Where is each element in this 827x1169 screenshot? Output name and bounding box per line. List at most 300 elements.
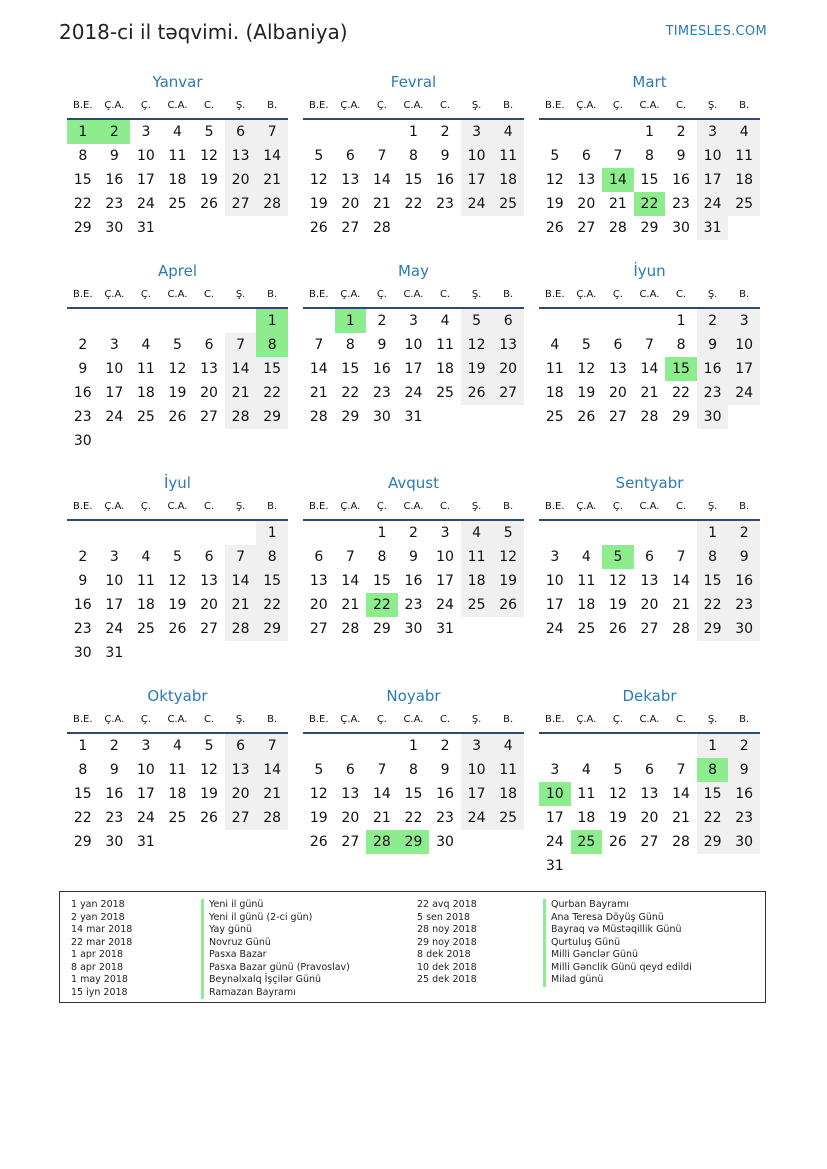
legend-holiday-name: Pasxa Bazar [201,949,350,962]
month-calendar [539,684,760,878]
empty-cell [162,309,194,333]
day-cell: 22 [697,593,729,617]
holiday-day-cell: 2 [99,120,131,144]
day-cell: 21 [372,196,391,212]
empty-cell [634,734,666,758]
day-cell: 3 [440,525,450,541]
month-calendar [303,684,524,854]
day-cell: 25 [168,196,187,212]
day-cell: 18 [436,361,454,377]
day-cell: 17 [461,782,493,806]
empty-cell [303,309,335,333]
day-cell: 22 [256,593,288,617]
day-cell: 26 [608,834,627,850]
weekday-label: Ç. [612,289,623,300]
weekday-label: B.E. [309,289,329,300]
day-cell: 12 [200,762,218,778]
day-cell: 30 [105,220,124,236]
day-cell: 6 [492,309,524,333]
day-cell: 10 [136,762,155,778]
day-cell: 18 [461,569,493,593]
day-grid [303,309,524,429]
empty-cell [665,734,697,758]
day-cell: 27 [492,381,524,405]
legend-date: 2 yan 2018 [71,911,125,923]
legend-holiday-name: Qurban Bayramı [543,899,692,912]
day-cell: 5 [173,549,182,565]
day-cell: 23 [436,196,454,212]
weekday-header [539,283,760,309]
month-calendar [67,70,288,240]
day-cell: 7 [256,734,288,758]
month-title: Aprel [157,262,198,280]
day-cell: 1 [409,738,418,754]
day-cell: 29 [256,405,288,429]
empty-cell [539,120,571,144]
day-cell: 16 [73,597,92,613]
day-cell: 27 [608,409,627,425]
day-cell: 31 [404,409,423,425]
day-cell: 23 [105,196,124,212]
day-cell: 5 [314,762,324,778]
day-cell: 13 [309,573,328,589]
weekday-label: Ç.A. [340,714,361,725]
day-cell: 19 [200,172,218,188]
empty-cell [303,734,335,758]
day-cell: 15 [372,573,391,589]
day-cell: 14 [256,758,288,782]
month-calendar [67,259,288,453]
day-cell: 16 [372,361,391,377]
holiday-day-cell: 25 [571,830,603,854]
day-cell: 24 [105,621,124,637]
day-cell: 13 [200,361,218,377]
day-cell: 20 [225,782,257,806]
day-cell: 24 [461,192,493,216]
empty-cell [99,309,131,333]
empty-cell [634,309,666,333]
brand-link[interactable]: TIMESLES.COM [665,24,767,39]
month-calendar [303,70,524,240]
weekday-label: Ç. [376,501,387,512]
day-cell: 11 [728,144,760,168]
day-cell: 4 [141,337,151,353]
day-cell: 11 [168,762,187,778]
day-cell: 12 [309,786,328,802]
legend-left-names [201,899,350,999]
weekday-header [303,495,524,521]
empty-cell [602,309,634,333]
day-cell: 18 [728,168,760,192]
day-cell: 3 [409,313,418,329]
day-cell: 14 [341,573,360,589]
weekday-label: Ç. [376,100,387,111]
day-cell: 2 [78,337,88,353]
day-cell: 23 [697,381,729,405]
day-cell: 26 [168,409,187,425]
day-cell: 18 [136,597,155,613]
weekday-label: Ş. [471,289,482,300]
day-cell: 26 [577,409,596,425]
day-cell: 26 [545,220,564,236]
month-title: İyun [633,262,666,280]
day-cell: 5 [613,762,623,778]
page-title: 2018-ci il təqvimi. (Albaniya) [59,20,348,44]
day-cell: 11 [545,361,564,377]
day-cell: 29 [697,617,729,641]
month-title: Mart [632,73,667,91]
months-grid [67,70,760,880]
weekday-label: C. [203,714,215,725]
day-cell: 27 [640,834,659,850]
day-cell: 13 [640,786,659,802]
day-cell: 13 [608,361,627,377]
weekday-label: C. [439,289,451,300]
weekday-label: Ç.A. [104,289,125,300]
day-cell: 8 [645,148,654,164]
day-cell: 10 [136,148,155,164]
weekday-label: Ç. [612,100,623,111]
day-cell: 1 [645,124,654,140]
day-cell: 23 [436,810,454,826]
empty-cell [539,521,571,545]
weekday-label: Ş. [235,289,246,300]
day-cell: 20 [200,385,218,401]
day-cell: 8 [676,337,686,353]
weekday-header [67,495,288,521]
day-cell: 28 [225,405,257,429]
day-cell: 25 [136,409,155,425]
day-cell: 23 [728,806,760,830]
day-cell: 25 [461,593,493,617]
day-cell: 6 [345,762,355,778]
day-cell: 27 [577,220,596,236]
weekday-header [67,283,288,309]
weekday-label: Ç. [376,714,387,725]
day-cell: 17 [136,786,155,802]
weekday-label: C.A. [167,100,188,111]
legend-right-names [543,899,692,987]
weekday-label: B. [267,100,278,111]
day-cell: 10 [697,144,729,168]
weekday-label: C. [439,714,451,725]
day-cell: 27 [341,220,360,236]
day-cell: 6 [345,148,355,164]
day-cell: 23 [73,621,92,637]
day-cell: 14 [672,573,690,589]
day-cell: 22 [404,196,423,212]
day-cell: 4 [141,549,151,565]
day-cell: 9 [78,361,88,377]
weekday-label: Ş. [471,100,482,111]
day-cell: 31 [105,645,124,661]
weekday-label: C. [203,501,215,512]
day-cell: 4 [550,337,560,353]
day-cell: 2 [697,309,729,333]
day-grid [539,309,760,429]
day-cell: 27 [309,621,328,637]
weekday-label: B. [267,714,278,725]
weekday-label: Ş. [235,501,246,512]
day-cell: 5 [204,738,214,754]
empty-cell [303,521,335,545]
day-cell: 1 [377,525,387,541]
day-cell: 17 [136,172,155,188]
day-cell: 20 [640,810,659,826]
day-cell: 23 [728,593,760,617]
day-cell: 26 [492,593,524,617]
day-cell: 12 [461,333,493,357]
day-cell: 2 [728,734,760,758]
day-cell: 17 [105,597,124,613]
month-title: Noyabr [386,687,441,705]
day-cell: 28 [341,621,360,637]
holiday-legend [59,891,766,1003]
day-cell: 27 [200,621,218,637]
day-cell: 8 [697,545,729,569]
day-cell: 30 [73,645,92,661]
day-cell: 16 [404,573,423,589]
day-cell: 15 [256,357,288,381]
day-cell: 21 [640,385,659,401]
weekday-label: Ş. [235,714,246,725]
weekday-header [303,708,524,734]
day-cell: 22 [73,196,92,212]
day-cell: 19 [577,385,596,401]
legend-date: 25 dek 2018 [417,974,477,985]
day-cell: 16 [105,786,124,802]
empty-cell [130,309,162,333]
day-cell: 4 [440,313,450,329]
empty-cell [99,521,131,545]
empty-cell [571,521,603,545]
day-cell: 21 [225,593,257,617]
day-cell: 16 [436,786,454,802]
day-cell: 18 [492,168,524,192]
weekday-header [539,94,760,120]
day-cell: 31 [436,621,454,637]
day-cell: 9 [676,148,686,164]
day-cell: 6 [225,120,257,144]
day-cell: 15 [73,172,92,188]
weekday-label: B.E. [73,289,93,300]
weekday-label: C.A. [403,714,424,725]
legend-date: 1 yan 2018 [71,899,125,910]
month-title: Avqust [388,474,439,492]
day-cell: 25 [436,385,454,401]
day-cell: 20 [341,810,360,826]
day-cell: 15 [697,569,729,593]
weekday-label: C.A. [403,289,424,300]
day-cell: 5 [204,124,214,140]
legend-date: 14 mar 2018 [71,924,133,935]
day-cell: 27 [225,192,257,216]
day-cell: 23 [372,385,391,401]
day-cell: 14 [225,357,257,381]
day-cell: 25 [492,806,524,830]
day-cell: 1 [409,124,418,140]
day-cell: 17 [545,810,564,826]
legend-holiday-name: Novruz Günü [201,937,350,950]
empty-cell [335,521,367,545]
legend-date: 15 iyn 2018 [71,986,128,998]
day-cell: 14 [309,361,328,377]
weekday-label: C.A. [639,289,660,300]
day-cell: 12 [608,786,627,802]
weekday-label: C. [439,501,451,512]
weekday-label: Ç.A. [576,714,597,725]
weekday-label: Ç.A. [104,100,125,111]
day-cell: 4 [173,738,182,754]
day-cell: 8 [78,762,88,778]
day-cell: 4 [492,120,524,144]
day-cell: 29 [672,409,690,425]
day-cell: 30 [697,405,729,429]
day-cell: 12 [168,573,187,589]
day-cell: 11 [492,144,524,168]
day-cell: 31 [136,834,155,850]
empty-cell [539,309,571,333]
day-cell: 21 [341,597,360,613]
day-cell: 14 [225,569,257,593]
month-calendar [539,471,760,641]
day-cell: 19 [545,196,564,212]
day-cell: 3 [461,734,493,758]
day-cell: 10 [545,573,564,589]
day-cell: 6 [613,337,623,353]
weekday-label: C.A. [167,289,188,300]
day-cell: 28 [672,834,690,850]
day-cell: 27 [341,834,360,850]
day-cell: 14 [672,786,690,802]
legend-holiday-name: Yeni il günü (2-ci gün) [201,912,350,925]
day-cell: 3 [728,309,760,333]
day-cell: 2 [440,738,450,754]
weekday-label: B. [739,501,750,512]
day-grid [67,521,288,665]
day-cell: 14 [372,172,391,188]
day-cell: 1 [78,738,88,754]
holiday-day-cell: 8 [697,758,729,782]
weekday-label: Ç.A. [340,100,361,111]
day-cell: 11 [436,337,454,353]
month-calendar [539,259,760,429]
day-cell: 8 [377,549,387,565]
day-cell: 11 [136,361,155,377]
weekday-label: Ç. [140,501,151,512]
day-cell: 9 [109,148,119,164]
day-cell: 23 [73,409,92,425]
weekday-label: B.E. [309,714,329,725]
day-cell: 28 [672,621,690,637]
day-cell: 6 [204,549,214,565]
day-cell: 20 [492,357,524,381]
day-cell: 12 [200,148,218,164]
weekday-label: B. [503,714,514,725]
day-cell: 13 [640,573,659,589]
weekday-header [67,708,288,734]
empty-cell [162,521,194,545]
day-cell: 20 [225,168,257,192]
legend-date: 22 avq 2018 [417,899,477,910]
empty-cell [571,120,603,144]
weekday-header [539,495,760,521]
day-cell: 5 [314,148,324,164]
day-cell: 26 [608,621,627,637]
day-cell: 19 [608,597,627,613]
day-cell: 13 [492,333,524,357]
weekday-label: Ş. [471,714,482,725]
legend-holiday-name: Milad günü [543,974,692,987]
day-cell: 16 [105,172,124,188]
day-cell: 12 [492,545,524,569]
day-cell: 8 [409,762,418,778]
weekday-label: C. [675,289,687,300]
day-cell: 12 [168,361,187,377]
legend-holiday-name: Beynəlxalq İşçilər Günü [201,974,350,987]
day-cell: 9 [109,762,119,778]
empty-cell [67,521,99,545]
day-cell: 10 [461,144,493,168]
day-cell: 15 [697,782,729,806]
day-cell: 11 [461,545,493,569]
day-cell: 28 [256,192,288,216]
month-title: Yanvar [152,73,203,91]
day-cell: 29 [697,830,729,854]
legend-holiday-name: Ana Teresa Döyüş Günü [543,912,692,925]
day-cell: 4 [581,549,591,565]
day-cell: 29 [372,621,391,637]
day-grid [67,120,288,240]
day-cell: 23 [105,810,124,826]
weekday-label: B.E. [545,289,565,300]
legend-date: 8 dek 2018 [417,949,471,960]
day-cell: 17 [404,361,423,377]
empty-cell [571,309,603,333]
day-cell: 24 [105,409,124,425]
day-cell: 9 [728,758,760,782]
weekday-label: B. [739,289,750,300]
empty-cell [303,120,335,144]
weekday-label: B. [739,714,750,725]
month-title: May [397,262,429,280]
day-cell: 18 [136,385,155,401]
holiday-day-cell: 5 [602,545,634,569]
day-cell: 3 [550,549,560,565]
day-cell: 21 [672,810,690,826]
weekday-label: B.E. [545,714,565,725]
month-calendar [539,70,760,240]
day-cell: 7 [256,120,288,144]
day-cell: 4 [728,120,760,144]
empty-cell [539,734,571,758]
day-cell: 2 [676,124,686,140]
day-cell: 10 [436,549,454,565]
day-cell: 10 [728,333,760,357]
weekday-label: Ç. [140,100,151,111]
legend-holiday-name: Bayraq və Müstəqillik Günü [543,924,692,937]
day-cell: 18 [168,172,187,188]
legend-holiday-name: Yay günü [201,924,350,937]
day-cell: 15 [73,786,92,802]
month-title: Fevral [390,73,437,91]
empty-cell [335,120,367,144]
day-cell: 10 [105,573,124,589]
day-cell: 21 [256,782,288,806]
holiday-day-cell: 22 [634,192,666,216]
day-cell: 18 [168,786,187,802]
day-cell: 8 [345,337,355,353]
